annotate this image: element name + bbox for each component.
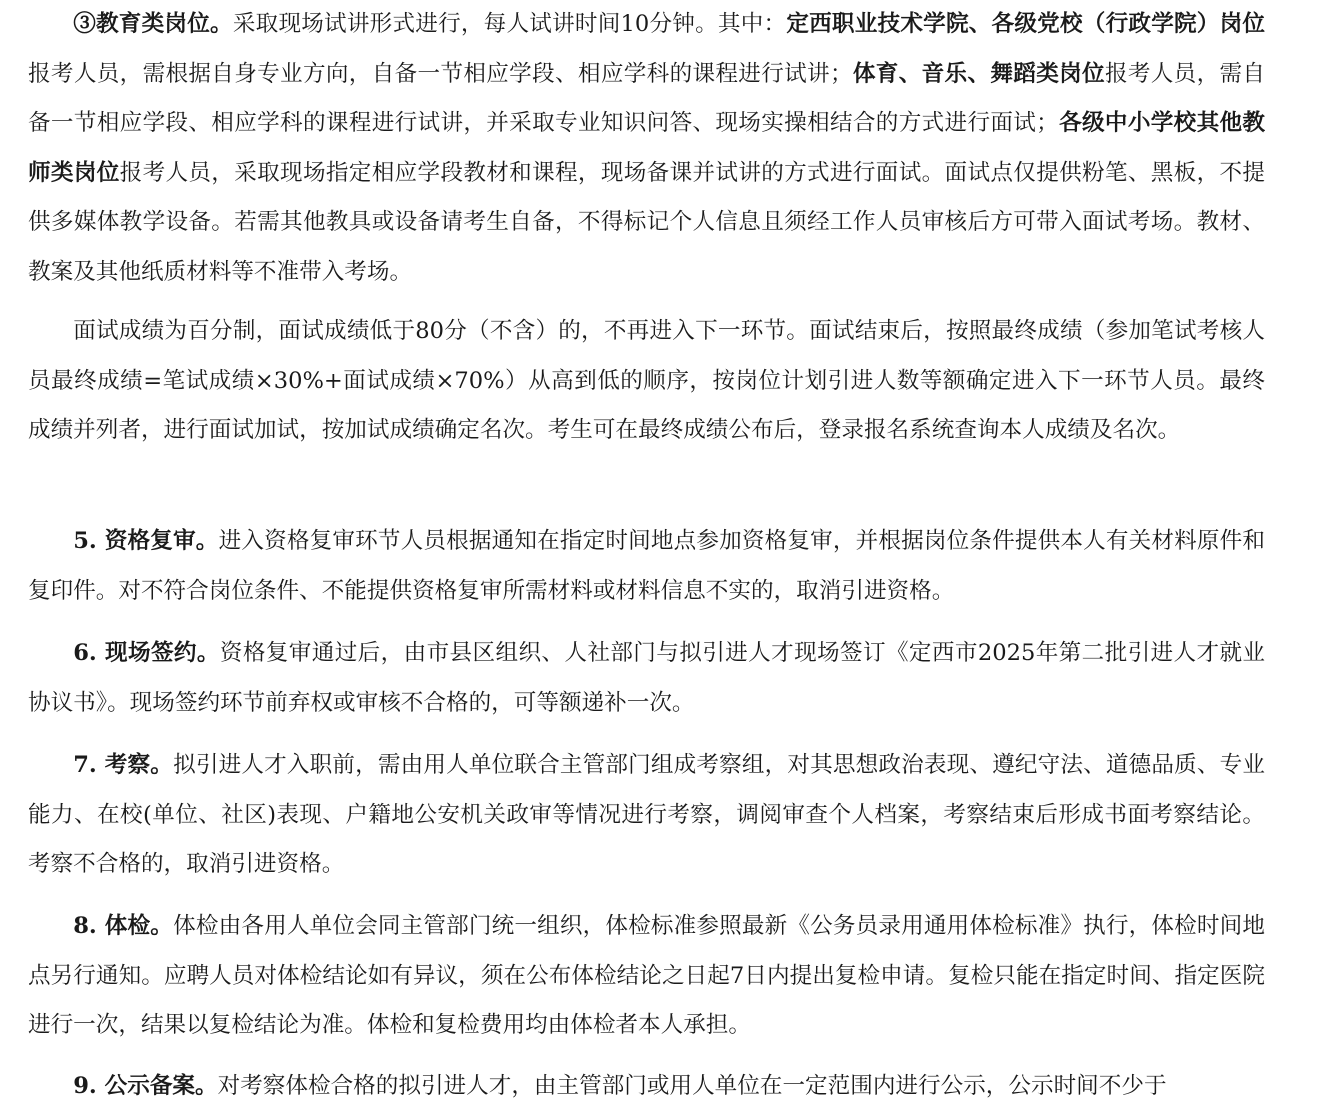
paragraph-qualification-review	[28, 517, 1265, 616]
onsite-signing-text: 资格复审通过后，由市县区组织、人社部门与拟引进人才现场签订《定西市2025年第二批引进人才就业协议书》。现场签约环节前弃权或审核不合格的，可等额递补一次。	[28, 640, 1266, 716]
onsite-signing-heading: 6. 现场签约。	[73, 640, 220, 666]
education-posts-heading: ③教育类岗位。	[73, 11, 233, 37]
sports-music-dance-posts: 体育、音乐、舞蹈类岗位	[852, 60, 1105, 87]
qualification-review-heading: 5. 资格复审。	[73, 528, 219, 554]
qualification-review-text: 进入资格复审环节人员根据通知在指定时间地点参加资格复审，并根据岗位条件提供本人有关材料原件和复印件。对不符合岗位条件、不能提供资格复审所需材料或材料信息不实的，取消引进资格。	[28, 528, 1266, 604]
school-teacher-posts: 各级中小学校其他教师类岗位	[28, 110, 1266, 186]
paragraph-inspection	[28, 741, 1265, 890]
paragraph-onsite-signing	[28, 629, 1265, 728]
paragraph-interview-score	[28, 307, 1265, 456]
publicity-heading: 9. 公示备案。	[73, 1073, 218, 1099]
paragraph-publicity	[28, 1062, 1265, 1112]
inspection-text: 拟引进人才入职前，需由用人单位联合主管部门组成考察组，对其思想政治表现、遵纪守法、道德品质、专业能力、在校(单位、社区)表现、户籍地公安机关政审等情况进行考察，调阅审查个人档案，考察结束后形成书面考察结论。考察不合格的，取消引进资格。	[28, 752, 1266, 877]
paragraph-physical-exam	[28, 902, 1265, 1051]
physical-exam-text: 体检由各用人单位会同主管部门统一组织，体检标准参照最新《公务员录用通用体检标准》执行，体检时间地点另行通知。应聘人员对体检结论如有异议，须在公布体检结论之日起7日内提出复检申请。复检只能在指定时间、指定医院进行一次，结果以复检结论为准。体检和复检费用均由体检者本人承担。	[28, 913, 1266, 1038]
inspection-heading: 7. 考察。	[73, 752, 174, 778]
college-party-school-posts: 定西职业技术学院、各级党校（行政学院）岗位	[786, 11, 1266, 37]
interview-score-text: 面试成绩为百分制，面试成绩低于80分（不含）的，不再进入下一环节。面试结束后，按照最终成绩（参加笔试考核人员最终成绩=笔试成绩×30%+面试成绩×70%）从高到低的顺序，按岗位计划引进人数等额确定进入下一环节人员。最终成绩并列者，进行面试加试，按加试成绩确定名次。考生可在最终成绩公布后，登录报名系统查询本人成绩及名次。	[28, 318, 1265, 443]
education-posts-text: 采取现场试讲形式进行，每人试讲时间10分钟。其中：	[232, 11, 787, 37]
sports-posts-text: 报考人员，需自备一节相应学段、相应学科的课程进行试讲，并采取专业知识问答、现场实操相结合的方式进行面试；	[28, 60, 1266, 136]
publicity-text: 对考察体检合格的拟引进人才，由主管部门或用人单位在一定范围内进行公示，公示时间不少于	[217, 1073, 1167, 1099]
school-teacher-text: 报考人员，采取现场指定相应学段教材和课程，现场备课并试讲的方式进行面试。面试点仅提供粉笔、黑板，不提供多媒体教学设备。若需其他教具或设备请考生自备，不得标记个人信息且须经工作人员审核后方可带入面试考场。教材、教案及其他纸质材料等不准带入考场。	[28, 159, 1266, 285]
physical-exam-heading: 8. 体检。	[73, 913, 174, 939]
paragraph-education-posts	[28, 0, 1265, 297]
college-posts-text: 报考人员，需根据自身专业方向，自备一节相应学段、相应学科的课程进行试讲；	[28, 60, 853, 87]
